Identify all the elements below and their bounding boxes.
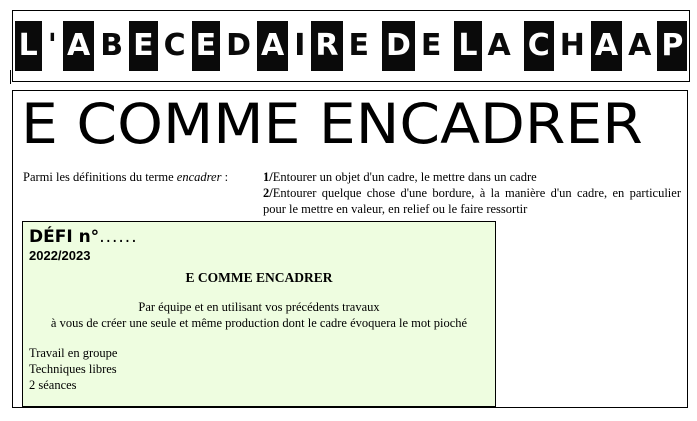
banner-letter: E (417, 21, 446, 71)
page-heading: E COMME ENCADRER (21, 92, 643, 156)
banner-letter: ' (44, 21, 61, 71)
defi-instructions (29, 299, 489, 331)
definition-number: 1/ (263, 170, 273, 184)
text-cursor (10, 70, 11, 84)
banner-word (454, 21, 514, 71)
defi-instruction-line: à vous de créer une seule et même production dont le cadre évoquera le mot pioché (50, 316, 468, 330)
banner-letter: A (591, 21, 622, 71)
banner-letter: C (160, 21, 190, 71)
banner-letter: A (484, 21, 515, 71)
defi-conditions (29, 345, 489, 393)
definition-text: Entourer quelque chose d'une bordure, à la manière d'un cadre, en particulier pour le mettre en valeur, en relief ou le faire ressortir (263, 186, 681, 216)
definition-text: Entourer un objet d'un cadre, le mettre dans un cadre (272, 170, 537, 184)
banner-letter: L (454, 21, 481, 71)
defi-title (29, 226, 489, 248)
defi-instruction-line: Par équipe et en utilisant vos précédents travaux (138, 300, 380, 314)
defi-box (22, 221, 496, 407)
banner-letter: E (345, 21, 374, 71)
lead-prefix: Parmi les définitions du terme (23, 170, 177, 184)
banner-word (524, 21, 688, 71)
definitions-lead (23, 169, 255, 185)
banner-letter: D (222, 21, 255, 71)
defi-condition: Travail en groupe (29, 346, 118, 360)
banner-letter: H (556, 21, 589, 71)
lead-term: encadrer (176, 170, 222, 184)
lead-suffix: : (221, 170, 229, 184)
banner-letter: A (257, 21, 288, 71)
banner-letter: P (657, 21, 687, 71)
definition-number: 2/ (263, 186, 273, 200)
definition-item (263, 185, 681, 217)
definition-item (263, 169, 681, 185)
definitions-list (263, 169, 681, 217)
banner-word (15, 21, 373, 71)
defi-subtitle: E COMME ENCADRER (185, 270, 333, 285)
banner-letter: A (624, 21, 655, 71)
banner-letter: D (382, 21, 415, 71)
banner-letter: A (63, 21, 94, 71)
banner-letter: E (192, 21, 221, 71)
page-sheet (12, 90, 688, 408)
banner-letter: C (524, 21, 554, 71)
defi-condition: 2 séances (29, 378, 77, 392)
banner-letter: I (290, 21, 309, 71)
banner-word (382, 21, 445, 71)
banner-letter: B (96, 21, 127, 71)
defi-title-label: DÉFI n° (29, 227, 100, 247)
title-banner (12, 10, 690, 82)
banner-letter: L (15, 21, 42, 71)
defi-year: 2022/2023 (29, 248, 91, 263)
defi-condition: Techniques libres (29, 362, 117, 376)
defi-number-blank: ...... (99, 227, 138, 247)
banner-letter: R (311, 21, 342, 71)
banner-letter: E (129, 21, 158, 71)
